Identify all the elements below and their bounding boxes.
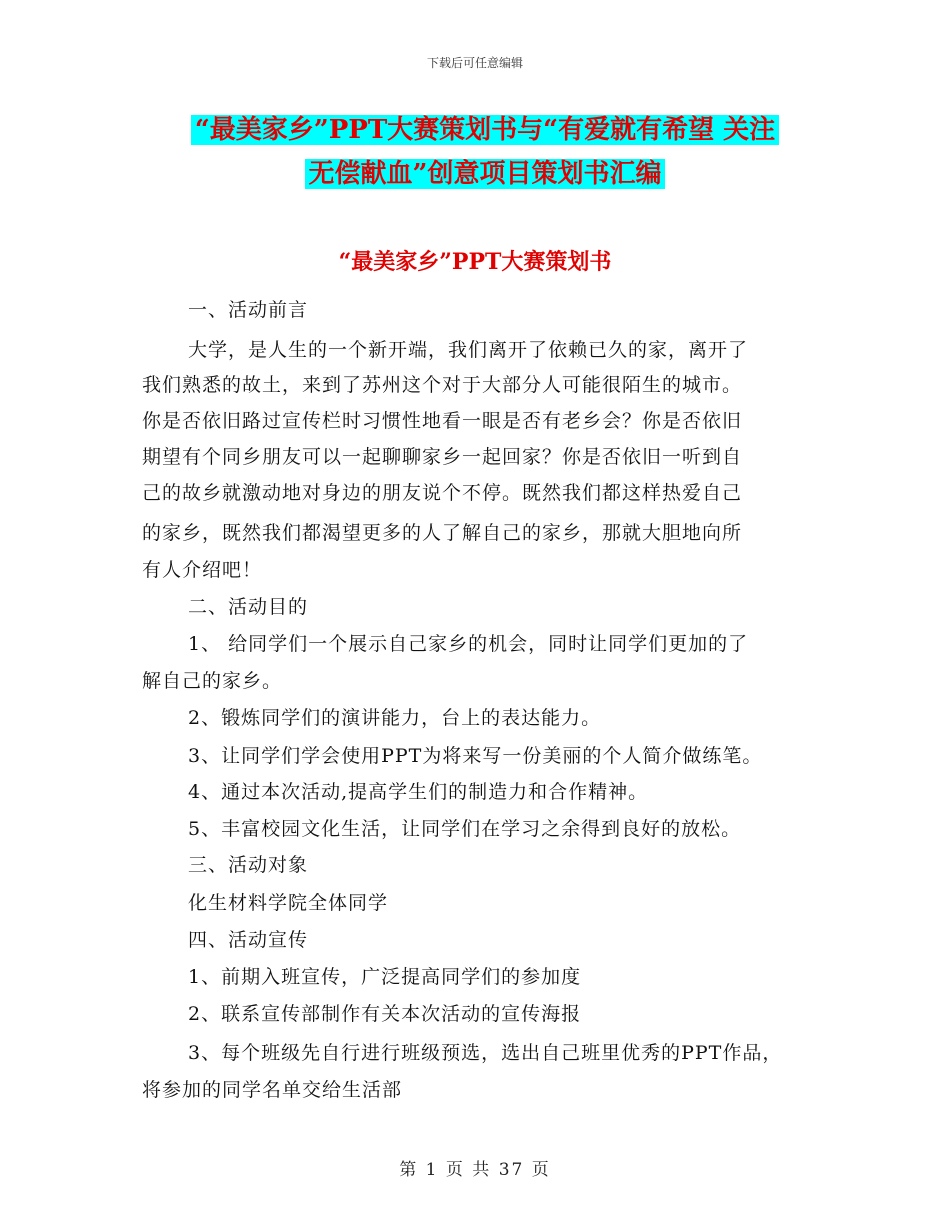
heading-publicity: 四、活动宣传 [188, 929, 309, 951]
paragraph-line: 我们熟悉的故土，来到了苏州这个对于大部分人可能很陌生的城市。 [142, 374, 743, 396]
document-title-line-2 [140, 153, 830, 195]
list-item: 3、让同学们学会使用PPT为将来写一份美丽的个人简介做练笔。 [188, 745, 763, 767]
paragraph-line: 己的故乡就激动地对身边的朋友说个不停。既然我们都这样热爱自己 [142, 482, 743, 504]
title-highlight: 无偿献血”创意项目策划书汇编 [305, 159, 666, 189]
title-highlight: “最美家乡”PPT大赛策划书与“有爱就有希望 关注 [191, 115, 779, 145]
paragraph-line: 期望有个同乡朋友可以一起聊聊家乡一起回家？你是否依旧一听到自 [142, 446, 743, 468]
list-item: 2、锻炼同学们的演讲能力，台上的表达能力。 [188, 707, 602, 729]
paragraph-line: 有人介绍吧！ [142, 559, 263, 581]
paragraph-line: 化生材料学院全体同学 [188, 892, 389, 914]
paragraph-line: 大学，是人生的一个新开端，我们离开了依赖已久的家，离开了 [188, 339, 749, 361]
paragraph-line: 的家乡，既然我们都渴望更多的人了解自己的家乡，那就大胆地向所 [142, 522, 743, 544]
list-item: 1、 给同学们一个展示自己家乡的机会，同时让同学们更加的了 [188, 633, 749, 655]
list-item: 4、通过本次活动,提高学生们的制造力和合作精神。 [188, 781, 649, 803]
list-item: 2、联系宣传部制作有关本次活动的宣传海报 [188, 1003, 582, 1025]
heading-intro: 一、活动前言 [188, 299, 309, 321]
document-title-line-1 [140, 109, 830, 151]
page-header-note: 下载后可任意编辑 [426, 56, 523, 70]
list-item: 1、前期入班宣传，广泛提高同学们的参加度 [188, 966, 582, 988]
heading-purpose: 二、活动目的 [188, 596, 309, 618]
page-number-footer: 第 1 页 共 37 页 [399, 1160, 551, 1180]
list-item-continuation: 将参加的同学名单交给生活部 [142, 1079, 403, 1101]
list-item-continuation: 解自己的家乡。 [142, 670, 283, 692]
heading-audience: 三、活动对象 [188, 854, 309, 876]
list-item: 5、丰富校园文化生活，让同学们在学习之余得到良好的放松。 [188, 818, 742, 840]
section-title: “最美家乡”PPT大赛策划书 [338, 249, 612, 275]
list-item: 3、每个班级先自行进行班级预选，选出自己班里优秀的PPT作品， [188, 1042, 783, 1064]
paragraph-line: 你是否依旧路过宣传栏时习惯性地看一眼是否有老乡会？你是否依旧 [142, 410, 743, 432]
